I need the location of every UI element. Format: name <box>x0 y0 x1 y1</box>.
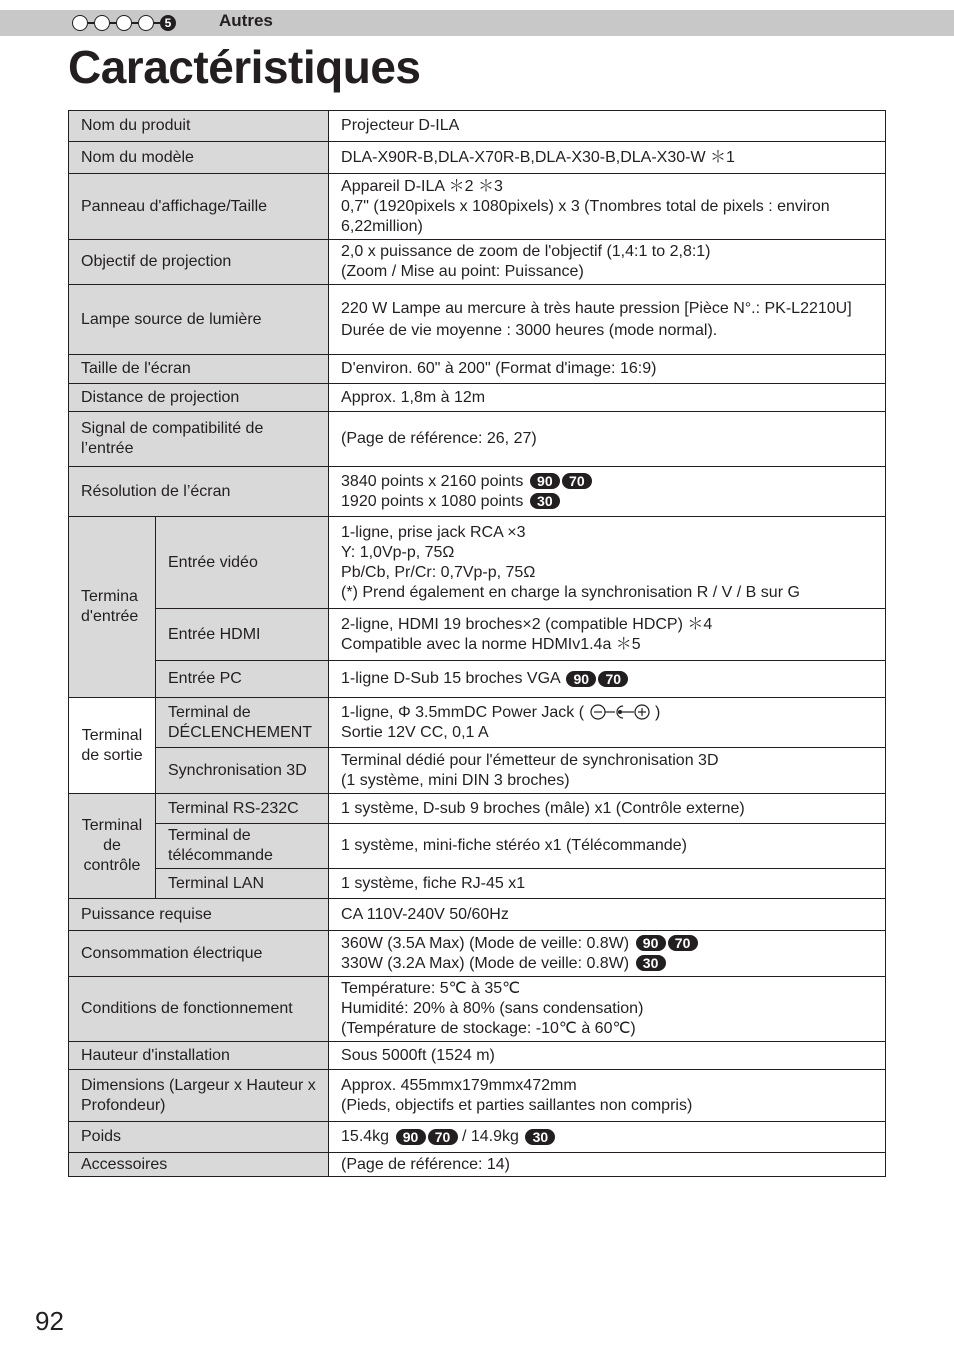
model-70-badge: 70 <box>428 1129 458 1145</box>
value-line <box>341 703 873 723</box>
row-value: (Page de référence: 14) <box>329 1153 886 1177</box>
row-label: Accessoires <box>69 1153 329 1177</box>
group-label: Termina d'entrée <box>69 517 156 698</box>
row-label: Nom du modèle <box>69 142 329 174</box>
table-row <box>69 1122 886 1153</box>
row-label: Hauteur d'installation <box>69 1042 329 1070</box>
value-line: Compatible avec la norme HDMIv1.4a ＊5 <box>341 635 641 653</box>
row-value <box>329 609 886 661</box>
model-90-badge: 90 <box>530 473 560 489</box>
value-line <box>341 472 873 492</box>
step-circle-icon <box>72 15 88 31</box>
model-90-badge: 90 <box>566 671 596 687</box>
value-text: 1-ligne, Φ 3.5mmDC Power Jack ( <box>341 703 585 721</box>
model-70-badge: 70 <box>562 473 592 489</box>
row-value <box>329 1122 886 1153</box>
row-label: Signal de compatibilité de l’entrée <box>69 412 329 467</box>
model-90-badge: 90 <box>396 1129 426 1145</box>
row-label: Entrée HDMI <box>156 609 329 661</box>
row-value <box>329 931 886 977</box>
table-row <box>69 142 886 174</box>
row-value: D'environ. 60" à 200" (Format d'image: 16:9) <box>329 355 886 384</box>
step-circle-icon <box>138 15 154 31</box>
model-70-badge: 70 <box>668 935 698 951</box>
section-label: Autres <box>219 11 273 30</box>
value-text: 3840 points x 2160 points <box>341 472 524 490</box>
table-row <box>69 1042 886 1070</box>
value-line: (*) Prend également en charge la synchronisation R / V / B sur G <box>341 583 800 601</box>
value-line: Y: 1,0Vp-p, 75Ω <box>341 543 455 561</box>
value-line: 2-ligne, HDMI 19 broches×2 (compatible HDCP) ＊4 <box>341 615 713 633</box>
table-row <box>69 285 886 355</box>
value-text: 15.4kg <box>341 1128 390 1145</box>
row-label: Taille de l'écran <box>69 355 329 384</box>
row-value <box>329 467 886 517</box>
value-text: 330W (3.2A Max) (Mode de veille: 0.8W) <box>341 954 630 972</box>
value-text: / 14.9kg <box>461 1128 519 1145</box>
value-text: 360W (3.5A Max) (Mode de veille: 0.8W) <box>341 934 630 952</box>
row-label: Poids <box>69 1122 329 1153</box>
row-label: Distance de projection <box>69 384 329 412</box>
row-value: DLA-X90R-B,DLA-X70R-B,DLA-X30-B,DLA-X30-W ＊1 <box>329 142 886 174</box>
row-label: Terminal de télécommande <box>156 824 329 869</box>
value-line <box>341 492 873 512</box>
row-label: Résolution de l’écran <box>69 467 329 517</box>
value-line: (Pieds, objectifs et parties saillantes non compris) <box>341 1096 693 1114</box>
row-label: Synchronisation 3D <box>156 748 329 794</box>
value-line: Sortie 12V CC, 0,1 A <box>341 723 489 741</box>
model-30-badge: 30 <box>525 1129 555 1145</box>
value-line: (Température de stockage: -10℃ à 60℃) <box>341 1020 636 1037</box>
value-text: 1-ligne D-Sub 15 broches VGA <box>341 670 560 687</box>
row-label: Conditions de fonctionnement <box>69 977 329 1042</box>
value-line <box>341 934 873 954</box>
step-current-icon: 5 <box>160 15 176 31</box>
value-text: ) <box>654 703 661 721</box>
row-label: Terminal RS-232C <box>156 794 329 824</box>
row-value: Projecteur D-ILA <box>329 111 886 142</box>
row-label: Terminal de DÉCLENCHEMENT <box>156 698 329 748</box>
row-label: Dimensions (Largeur x Hauteur x Profondeur) <box>69 1070 329 1122</box>
value-line: 2,0 x puissance de zoom de l'objectif (1,4:1 to 2,8:1) <box>341 243 711 260</box>
step-indicator <box>72 13 176 33</box>
table-row <box>69 174 886 240</box>
table-row <box>69 355 886 384</box>
row-value <box>329 748 886 794</box>
row-value <box>329 174 886 240</box>
row-value: (Page de référence: 26, 27) <box>329 412 886 467</box>
row-value <box>329 977 886 1042</box>
model-70-badge: 70 <box>598 671 628 687</box>
row-value <box>329 240 886 285</box>
table-row <box>69 698 886 748</box>
group-label: Terminal de contrôle <box>69 794 156 899</box>
row-label: Lampe source de lumière <box>69 285 329 355</box>
table-row <box>69 824 886 869</box>
table-row <box>69 661 886 698</box>
step-circle-icon <box>94 15 110 31</box>
value-line: 220 W Lampe au mercure à très haute pression [Pièce N°.: PK-L2210U] <box>341 299 852 317</box>
row-label: Panneau d'affichage/Taille <box>69 174 329 240</box>
value-line <box>341 954 873 974</box>
row-value <box>329 1070 886 1122</box>
row-value: Sous 5000ft (1524 m) <box>329 1042 886 1070</box>
row-value: 1 système, D-sub 9 broches (mâle) x1 (Contrôle externe) <box>329 794 886 824</box>
value-line: 0,7" (1920pixels x 1080pixels) x 3 (Tnombres total de pixels : environ 6,22million) <box>341 197 830 235</box>
table-row <box>69 931 886 977</box>
value-line: Appareil D-ILA ＊2 ＊3 <box>341 177 503 195</box>
value-line: 1-ligne, prise jack RCA ×3 <box>341 523 526 541</box>
value-line: (Zoom / Mise au point: Puissance) <box>341 263 584 280</box>
table-row <box>69 240 886 285</box>
row-label: Nom du produit <box>69 111 329 142</box>
row-label: Entrée PC <box>156 661 329 698</box>
value-line: Humidité: 20% à 80% (sans condensation) <box>341 1000 644 1017</box>
table-row <box>69 1153 886 1177</box>
table-row <box>69 384 886 412</box>
value-line: Terminal dédié pour l'émetteur de synchronisation 3D <box>341 751 719 769</box>
table-row <box>69 977 886 1042</box>
row-value: 1 système, mini-fiche stéréo x1 (Télécommande) <box>329 824 886 869</box>
dc-polarity-icon <box>589 703 651 721</box>
table-row <box>69 609 886 661</box>
row-label: Entrée vidéo <box>156 517 329 609</box>
table-row <box>69 467 886 517</box>
table-row <box>69 748 886 794</box>
row-value <box>329 517 886 609</box>
model-90-badge: 90 <box>636 935 666 951</box>
row-value: CA 110V-240V 50/60Hz <box>329 899 886 931</box>
table-row <box>69 111 886 142</box>
value-line: (1 système, mini DIN 3 broches) <box>341 771 570 789</box>
row-value <box>329 698 886 748</box>
value-line: Température: 5℃ à 35℃ <box>341 980 521 997</box>
model-30-badge: 30 <box>636 955 666 971</box>
row-label: Terminal LAN <box>156 869 329 899</box>
value-line: Approx. 455mmx179mmx472mm <box>341 1076 577 1094</box>
row-label: Objectif de projection <box>69 240 329 285</box>
model-30-badge: 30 <box>530 493 560 509</box>
table-row <box>69 869 886 899</box>
row-label: Puissance requise <box>69 899 329 931</box>
row-value: 1 système, fiche RJ-45 x1 <box>329 869 886 899</box>
row-value <box>329 285 886 355</box>
value-text: 1920 points x 1080 points <box>341 492 524 510</box>
value-line: Durée de vie moyenne : 3000 heures (mode normal). <box>341 321 718 339</box>
group-label: Terminal de sortie <box>69 698 156 794</box>
page-number: 92 <box>35 1306 64 1336</box>
section-header-bar <box>0 10 954 36</box>
table-row <box>69 412 886 467</box>
page-title: Caractéristiques <box>68 41 421 93</box>
table-row <box>69 517 886 609</box>
step-circle-icon <box>116 15 132 31</box>
table-row <box>69 794 886 824</box>
specifications-table <box>68 110 886 1177</box>
row-value: Approx. 1,8m à 12m <box>329 384 886 412</box>
table-row <box>69 899 886 931</box>
row-value <box>329 661 886 698</box>
row-label: Consommation électrique <box>69 931 329 977</box>
value-line: Pb/Cb, Pr/Cr: 0,7Vp-p, 75Ω <box>341 563 536 581</box>
table-row <box>69 1070 886 1122</box>
